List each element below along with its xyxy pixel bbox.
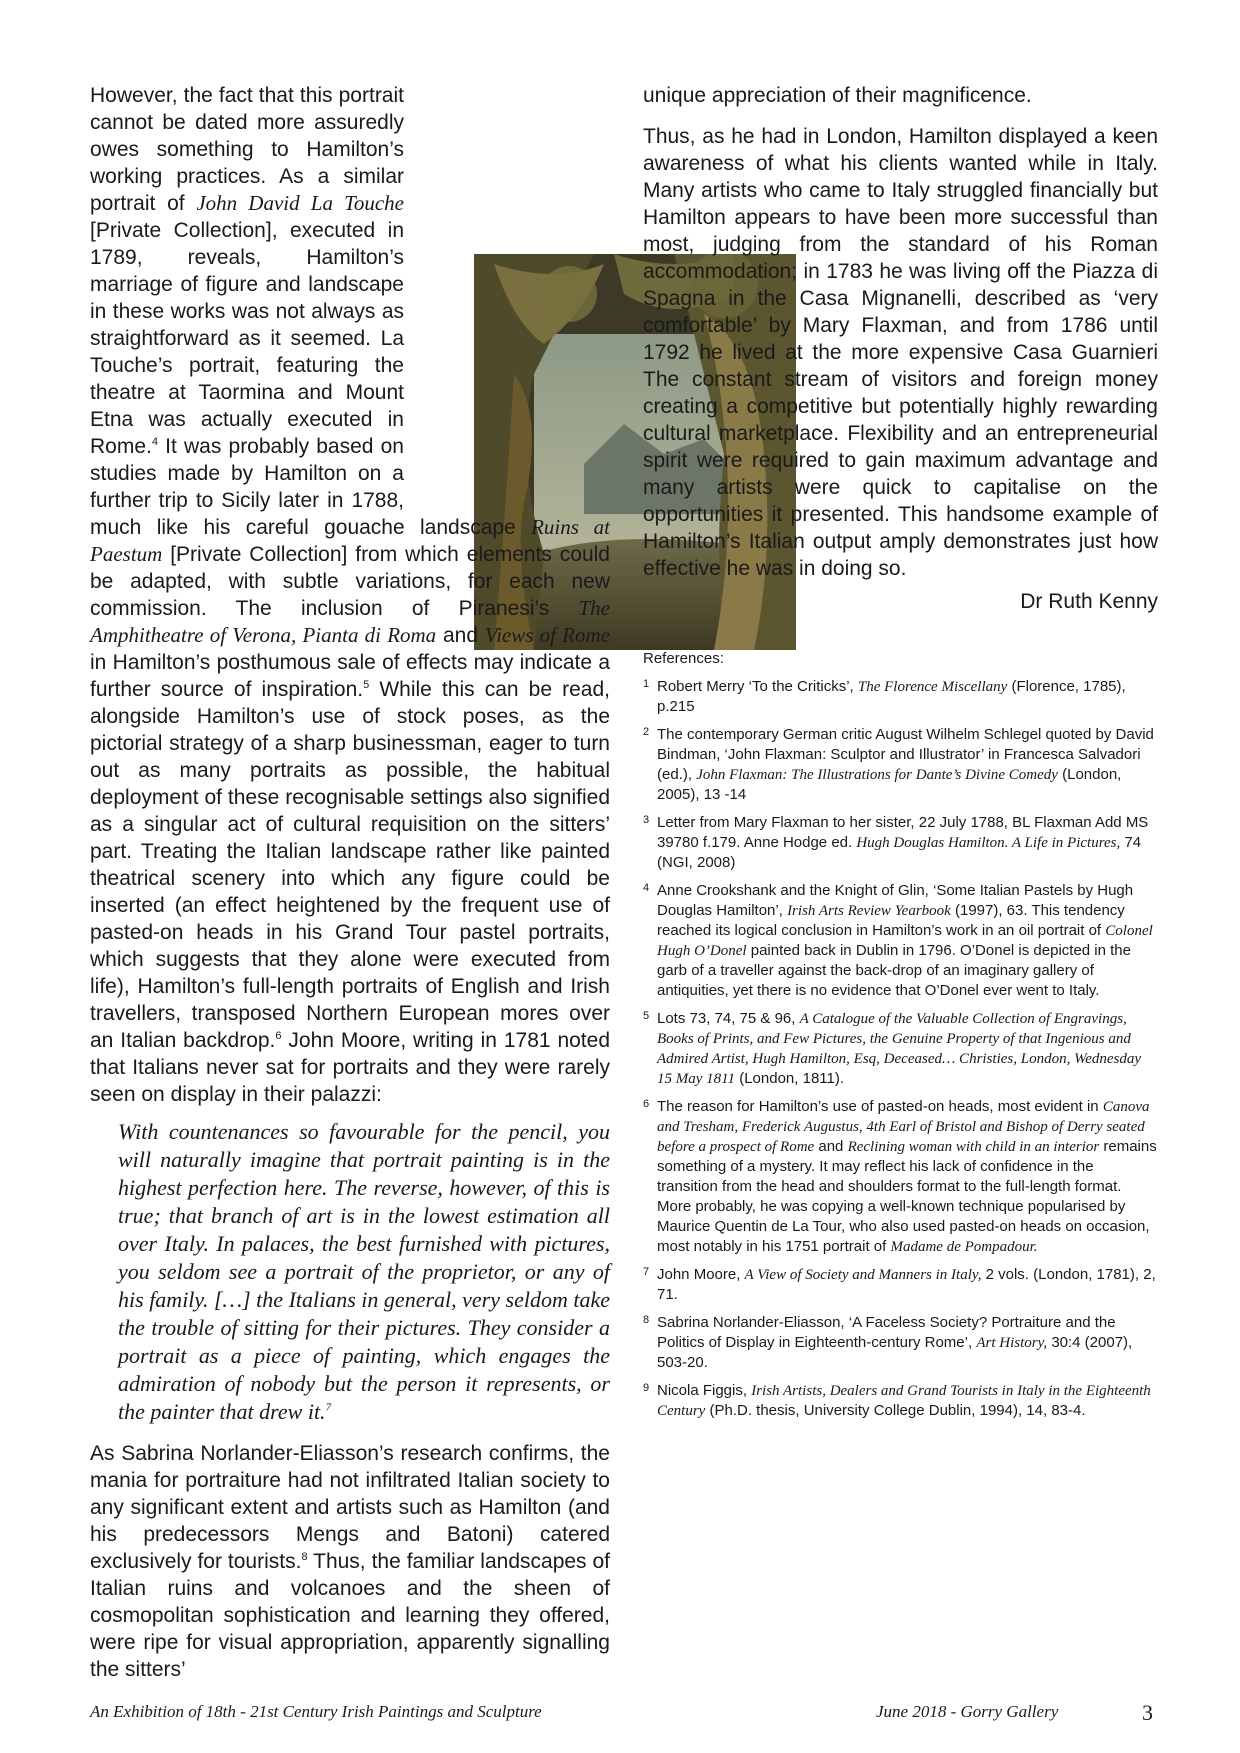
reference-text: The reason for Hamilton’s use of pasted-on heads, most evident in <box>657 1098 1103 1115</box>
reference-number: 2 <box>643 726 650 738</box>
reference-text: and <box>814 1138 848 1155</box>
reference-number: 3 <box>643 814 650 826</box>
reference-number: 9 <box>643 1382 650 1394</box>
right-column <box>643 82 1158 1429</box>
footnote-ref[interactable]: 5 <box>363 679 370 691</box>
reference-text: 74 (NGI, 2008) <box>657 834 1142 871</box>
artwork-title: John David La Touche <box>196 191 404 215</box>
reference-title: Madame de Pompadour. <box>890 1239 1038 1255</box>
footnote-ref[interactable]: 4 <box>151 436 158 448</box>
reference-text: Lots 73, 74, 75 & 96, <box>657 1010 800 1027</box>
reference-title: Irish Artists, Dealers and Grand Tourists in Italy in the Eighteenth Century <box>657 1383 1151 1419</box>
footnote-ref[interactable]: 6 <box>275 1030 282 1042</box>
page-number: 3 <box>1142 1700 1153 1725</box>
body-paragraph-3: unique appreciation of their magnificence. <box>643 84 1032 107</box>
reference-text: (Florence, 1785), p.215 <box>657 678 1126 715</box>
block-quote: With countenances so favourable for the pencil, you will naturally imagine that portrait painting is in the highest perfection here. The reverse, however, of this is true; that branch of art is in the lowest estimation all over Italy. In palaces, the best furnished with pictures, you seldom see a portrait of the proprietor, or any of his family. […] the Italians in general, very seldom take the trouble of sitting for their pictures. They consider a portrait as a piece of painting, which engages the admiration of nobody but the person it represents, or the painter that drew it.$^7$ <box>118 1119 610 1424</box>
reference-text: Robert Merry ‘To the Criticks’, <box>657 678 858 695</box>
footnote-ref[interactable]: 8 <box>301 1551 308 1563</box>
reference-title: Irish Arts Review Yearbook <box>787 903 951 919</box>
reference-number: 7 <box>643 1266 650 1278</box>
reference-text: (London, 1811). <box>735 1070 845 1087</box>
reference-item <box>643 881 1158 1001</box>
reference-item <box>643 1097 1158 1257</box>
reference-text: John Moore, <box>657 1266 745 1283</box>
reference-text: Letter from Mary Flaxman to her sister, 22 July 1788, BL Flaxman Add MS 39780 f.179. Anne Hodge ed. <box>657 814 1149 851</box>
body-paragraph-1: However, the fact that this portrait cannot be dated more assuredly owes something to Hamilton’s working practices. As a similar portrait of John David La Touche [Private Collection], executed in 1789, reveals, Hamilton’s marriage of figure and landscape in these works was not always as straightforward as it seemed. La Touche’s portrait, featuring the theatre at Taormina and Mount Etna was actually executed in Rome.$^4$ It was probably based on studies made by Hamilton on a further trip to Sicily later in 1788, much like his careful gouache landscape Ruins at Paestum [Private Collection] from which elements could be adapted, with subtle variations, for each new commission. The inclusion of Piranesi’s The Amphitheatre of Verona, Pianta di Roma and Views of Rome in Hamilton’s posthumous sale of effects may indicate a further source of inspiration.$^5$ While this can be read, alongside Hamilton’s use of stock poses, as the pictorial strategy of a sharp businessman, eager to turn out as many portraits as possible, the habitual deployment of these recognisable settings also signified as a singular act of cultural requisition on the sitters’ part. Treating the Italian landscape rather like painted theatrical scenery into which any figure could be inserted (an effect heightened by the frequent use of pasted-on heads in his Grand Tour pastel portraits, which suggests that they alone were executed from life), Hamilton’s full-length portraits of English and Irish travellers, transposed Northern European mores over an Italian backdrop.$^6$ John Moore, writing in 1781 noted that Italians never sat for portraits and they were rarely seen on display in their palazzi: <box>90 84 610 1106</box>
reference-title: A Catalogue of the Valuable Collection of Engravings, Books of Prints, and Few Pictures, the Genuine Property of that Ingenious and Admired Artist, Hugh Hamilton, Esq, Deceased… Christies, London, Wednesday 15 May 1811 <box>657 1011 1142 1087</box>
reference-item <box>643 1009 1158 1089</box>
body-paragraph-4: Thus, as he had in London, Hamilton displayed a keen awareness of what his clients wanted while in Italy. Many artists who came to Italy struggled financially but Hamilton appears to have been more successful than most, judging from the standard of his Roman accommodation; in 1783 he was living off the Piazza di Spagna in the Casa Mignanelli, described as ‘very comfortable’ by Mary Flaxman, and from 1786 until 1792 he lived at the more expensive Casa Guarnieri The constant stream of visitors and foreign money creating a competitive but potentially highly rewarding cultural marketplace. Flexibility and an entrepreneurial spirit were required to gain maximum advantage and many artists were quick to capitalise on the opportunities it presented. This handsome example of Hamilton’s Italian output amply demonstrates just how effective he was in doing so. <box>643 123 1158 582</box>
artwork-title: Views of Rome <box>484 623 610 647</box>
references-list <box>643 677 1158 1421</box>
reference-text: 2 vols. (London, 1781), 2, 71. <box>657 1266 1156 1303</box>
reference-text: (London, 2005), 13 -14 <box>657 766 1122 803</box>
painting-float-space-right <box>443 177 589 575</box>
reference-item <box>643 1313 1158 1373</box>
artwork-title: Ruins at Paestum <box>90 515 610 566</box>
reference-title: Colonel Hugh O’Donel <box>657 923 1153 959</box>
reference-text: Anne Crookshank and the Knight of Glin, ‘Some Italian Pastels by Hugh Douglas Hamilton’, <box>657 882 1134 919</box>
reference-title: Canova and Tresham, Frederick Augustus, 4th Earl of Bristol and Bishop of Derry seated before a prospect of Rome <box>657 1099 1150 1155</box>
footer-date-gallery: June 2018 - Gorry Gallery <box>876 1702 1059 1721</box>
reference-title: John Flaxman: The Illustrations for Dante’s Divine Comedy <box>696 767 1058 783</box>
footnote-ref[interactable]: 7 <box>325 1401 332 1414</box>
reference-item <box>643 725 1158 805</box>
reference-number: 4 <box>643 882 650 894</box>
reference-text: (1997), 63. This tendency reached its logical conclusion in Hamilton’s work in an oil portrait of <box>657 902 1125 939</box>
artwork-title: The Amphitheatre of Verona, Pianta di Roma <box>90 596 610 647</box>
reference-number: 8 <box>643 1314 650 1326</box>
reference-item <box>643 1381 1158 1421</box>
footer-exhibition-title: An Exhibition of 18th - 21st Century Irish Paintings and Sculpture <box>90 1702 542 1721</box>
reference-title: Art History, <box>976 1335 1048 1351</box>
reference-item <box>643 813 1158 873</box>
reference-number: 1 <box>643 678 650 690</box>
reference-text: Sabrina Norlander-Eliasson, ‘A Faceless Society? Portraiture and the Politics of Display in Eighteenth-century Rome’, <box>657 1314 1116 1351</box>
references-title: References: <box>643 650 724 667</box>
reference-item <box>643 677 1158 717</box>
reference-text: (Ph.D. thesis, University College Dublin, 1994), 14, 83-4. <box>705 1402 1086 1419</box>
reference-text: remains something of a mystery. It may reflect his lack of confidence in the transition from the head and shoulders format to the full-length format. More probably, he was copying a well-known technique popularised by Maurice Quentin de La Tour, who also used pasted-on heads on occasion, most notably in his 1751 portrait of <box>657 1138 1157 1255</box>
reference-text: painted back in Dublin in 1796. O’Donel is depicted in the garb of a traveller against the back-drop of an imaginary gallery of antiquities, yet there is no evidence that O’Donel ever went to Italy. <box>657 942 1131 999</box>
reference-text: Nicola Figgis, <box>657 1382 752 1399</box>
reference-title: The Florence Miscellany <box>857 679 1008 695</box>
reference-number: 5 <box>643 1010 650 1022</box>
reference-item <box>643 1265 1158 1305</box>
reference-text: The contemporary German critic August Wilhelm Schlegel quoted by David Bindman, ‘John Flaxman: Sculptor and Illustrator’ in Francesca Salvadori (ed.), <box>657 726 1154 783</box>
references-section <box>643 649 1158 1421</box>
reference-title: Reclining woman with child in an interior <box>847 1139 1100 1155</box>
author-signature: Dr Ruth Kenny <box>1020 590 1158 613</box>
reference-text: 30:4 (2007), 503-20. <box>657 1334 1133 1371</box>
reference-title: Hugh Douglas Hamilton. A Life in Pictures, <box>856 835 1121 851</box>
reference-title: A View of Society and Manners in Italy, <box>744 1267 982 1283</box>
reference-number: 6 <box>643 1098 650 1110</box>
body-paragraph-2: As Sabrina Norlander-Eliasson’s research confirms, the mania for portraiture had not infiltrated Italian society to any significant extent and artists such as Hamilton (and his predecessors Mengs and Batoni) catered exclusively for tourists.$^8$ Thus, the familiar landscapes of Italian ruins and volcanoes and the sheen of cosmopolitan sophistication and learning they offered, were ripe for visual appropriation, apparently signalling the sitters’ <box>90 1442 611 1681</box>
